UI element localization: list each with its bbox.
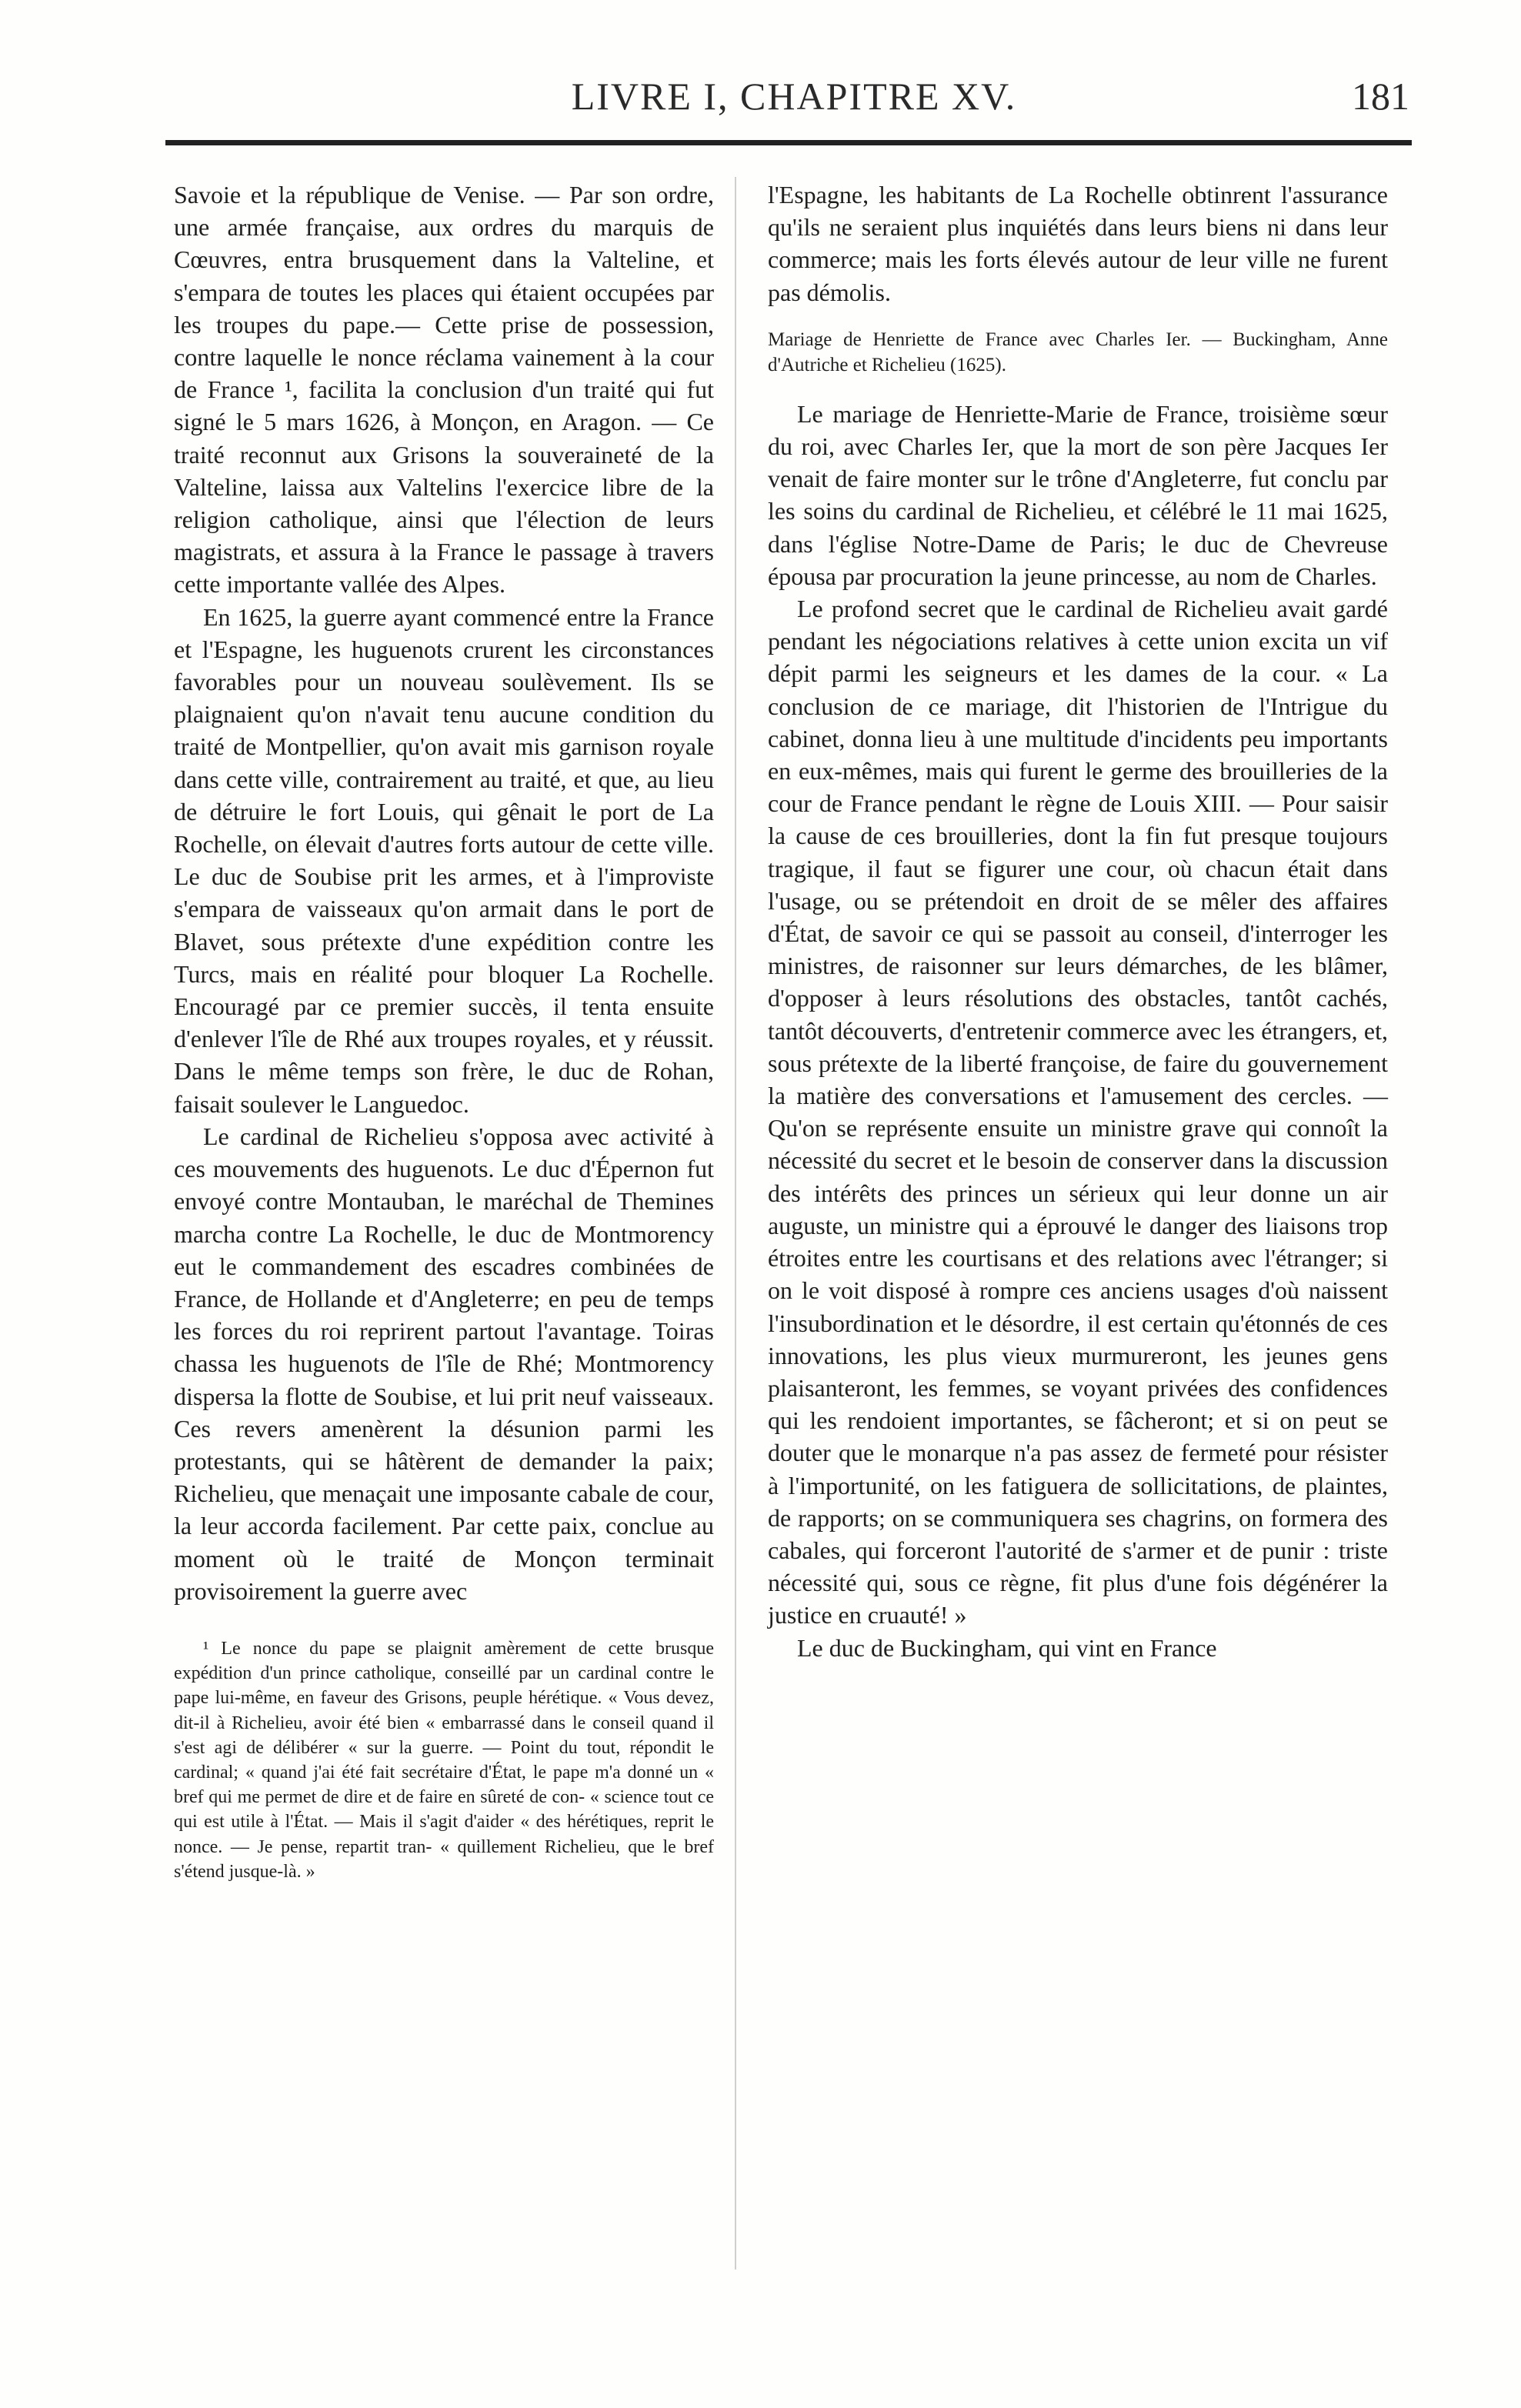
right-column [768, 178, 1388, 1664]
running-header [178, 74, 1409, 135]
left-paragraph-3: Le cardinal de Richelieu s'opposa avec activité à ces mouvements des huguenots. Le duc d'Épernon fut envoyé contre Montauban, le maréchal de Themines marcha contre La Rochelle, le duc de Montmorency eut le commandement des escadres combinées de France, de Hollande et d'Angleterre; en peu de temps les forces du roi reprirent partout l'avantage. Toiras chassa les huguenots de l'île de Rhé; Montmorency dispersa la flotte de Soubise, et lui prit neuf vaisseaux. Ces revers amenèrent la désunion parmi les protestants, qui se hâtèrent de demander la paix; Richelieu, que menaçait une imposante cabale de cour, la leur accorda facilement. Par cette paix, conclue au moment où le traité de Monçon terminait provisoirement la guerre avec [174, 1122, 714, 1605]
section-subheading [768, 327, 1388, 378]
column-divider [735, 177, 736, 2270]
footnote-text: ¹ Le nonce du pape se plaignit amèrement de cette brusque expédition d'un prince catholique, conseillé par un cardinal contre le pape lui-même, en faveur des Grisons, peuple hérétique. « Vous devez, dit-il à Richelieu, avoir été bien « embarrassé dans le conseil quand il s'est agi de délibérer « sur la guerre. — Point du tout, répondit le cardinal; « quand j'ai été fait secrétaire d'État, le pape m'a donné un « bref qui me permet de dire et de faire en sûreté de con- « science tout ce qui est utile à l'État. — Mais il s'agit d'aider « des hérétiques, reprit le nonce. — Je pense, repartit tran- « quillement Richelieu, que le bref s'étend jusque-là. » [174, 1638, 714, 1882]
chapter-title: LIVRE I, CHAPITRE XV. [571, 75, 1017, 118]
right-opening-paragraph: l'Espagne, les habitants de La Rochelle obtinrent l'assurance qu'ils ne seraient plus inquiétés dans leurs biens ni dans leur commerce; mais les forts élevés autour de leur ville ne furent pas démolis. [768, 181, 1388, 306]
left-paragraph-2: En 1625, la guerre ayant commencé entre la France et l'Espagne, les huguenots crurent les circonstances favorables pour un nouveau soulèvement. Ils se plaignaient qu'on n'avait tenu aucune condition du traité de Montpellier, qu'on avait mis garnison royale dans cette ville, contrairement au traité, et que, au lieu de détruire le fort Louis, qui gênait le port de La Rochelle, on élevait d'autres forts autour de cette ville. Le duc de Soubise prit les armes, et à l'improviste s'empara de vaisseaux qu'on armait dans le port de Blavet, sous prétexte d'une expédition contre les Turcs, mais en réalité pour bloquer La Rochelle. Encouragé par ce premier succès, il tenta ensuite d'enlever l'île de Rhé aux troupes royales, et y réussit. Dans le même temps son frère, le duc de Rohan, faisait soulever le Languedoc. [174, 602, 714, 1118]
footnote [174, 1636, 714, 1884]
right-paragraph-3: Le duc de Buckingham, qui vint en France [797, 1633, 1217, 1662]
header-rule [165, 140, 1412, 145]
page-number: 181 [1352, 75, 1409, 118]
section-subheading-text: Mariage de Henriette de France avec Charles Ier. — Buckingham, Anne d'Autriche et Richelieu (1625). [768, 329, 1388, 375]
right-paragraph-2: Le profond secret que le cardinal de Richelieu avait gardé pendant les négociations relatives à cette union excita un vif dépit parmi les seigneurs et les dames de la cour. « La conclusion de ce mariage, dit l'historien de l'Intrigue du cabinet, donna lieu à une multitude d'incidents peu importants en eux-mêmes, mais qui furent le germe des brouilleries de la cour de France pendant le règne de Louis XIII. — Pour saisir la cause de ces brouilleries, dont la fin fut presque toujours tragique, il faut se figurer une cour, où chacun était dans l'usage, ou se prétendoit en droit de se mêler des affaires d'État, de savoir ce qui se passoit au conseil, d'interroger les ministres, de raisonner sur leurs démarches, de les blâmer, d'opposer à leurs résolutions des obstacles, tantôt cachés, tantôt découverts, d'entretenir commerce avec les étrangers, et, sous prétexte de la liberté françoise, de faire du gouvernement la matière des conversations et l'amusement des cercles. — Qu'on se représente ensuite un ministre grave qui connoît la nécessité du secret et le besoin de conserver dans la discussion des intérêts des princes un sérieux qui leur donne un air auguste, un ministre qui a éprouvé le danger des liaisons trop étroites entre les courtisans et des relations avec l'étranger; si on le voit disposé à rompre ces anciens usages d'où naissent l'insubordination et le désordre, il est certain qu'étonnés de ces innovations, les plus vieux murmureront, les jeunes gens plaisanteront, les femmes, se voyant privées des confidences qui les rendoient importantes, se fâcheront; et si on peut se douter que le monarque n'a pas assez de fermeté pour résister à l'importunité, on les fatiguera de sollicitations, de plaintes, de rapports; on se communiquera ses chagrins, on formera des cabales, qui forceront l'autorité de s'armer et de punir : triste nécessité qui, sous ce règne, fit plus d'une fois dégénérer la justice en cruauté! » [768, 595, 1388, 1629]
left-column [174, 178, 714, 1884]
left-paragraph-1: Savoie et la république de Venise. — Par son ordre, une armée française, aux ordres du marquis de Cœuvres, entra brusquement dans la Valteline, et s'empara de toutes les places qui étaient occupées par les troupes du pape.— Cette prise de possession, contre laquelle le nonce réclama vainement à la cour de France ¹, facilita la conclusion d'un traité qui fut signé le 5 mars 1626, à Monçon, en Aragon. — Ce traité reconnut aux Grisons la souveraineté de la Valteline, laissa aux Valtelins l'exercice libre de la religion catholique, ainsi que l'élection de leurs magistrats, et assura à la France le passage à travers cette importante vallée des Alpes. [174, 181, 714, 599]
right-paragraph-1: Le mariage de Henriette-Marie de France, troisième sœur du roi, avec Charles Ier, que la mort de son père Jacques Ier venait de faire monter sur le trône d'Angleterre, fut conclu par les soins du cardinal de Richelieu, et célébré le 11 mai 1625, dans l'église Notre-Dame de Paris; le duc de Chevreuse épousa par procuration la jeune princesse, au nom de Charles. [768, 399, 1388, 590]
